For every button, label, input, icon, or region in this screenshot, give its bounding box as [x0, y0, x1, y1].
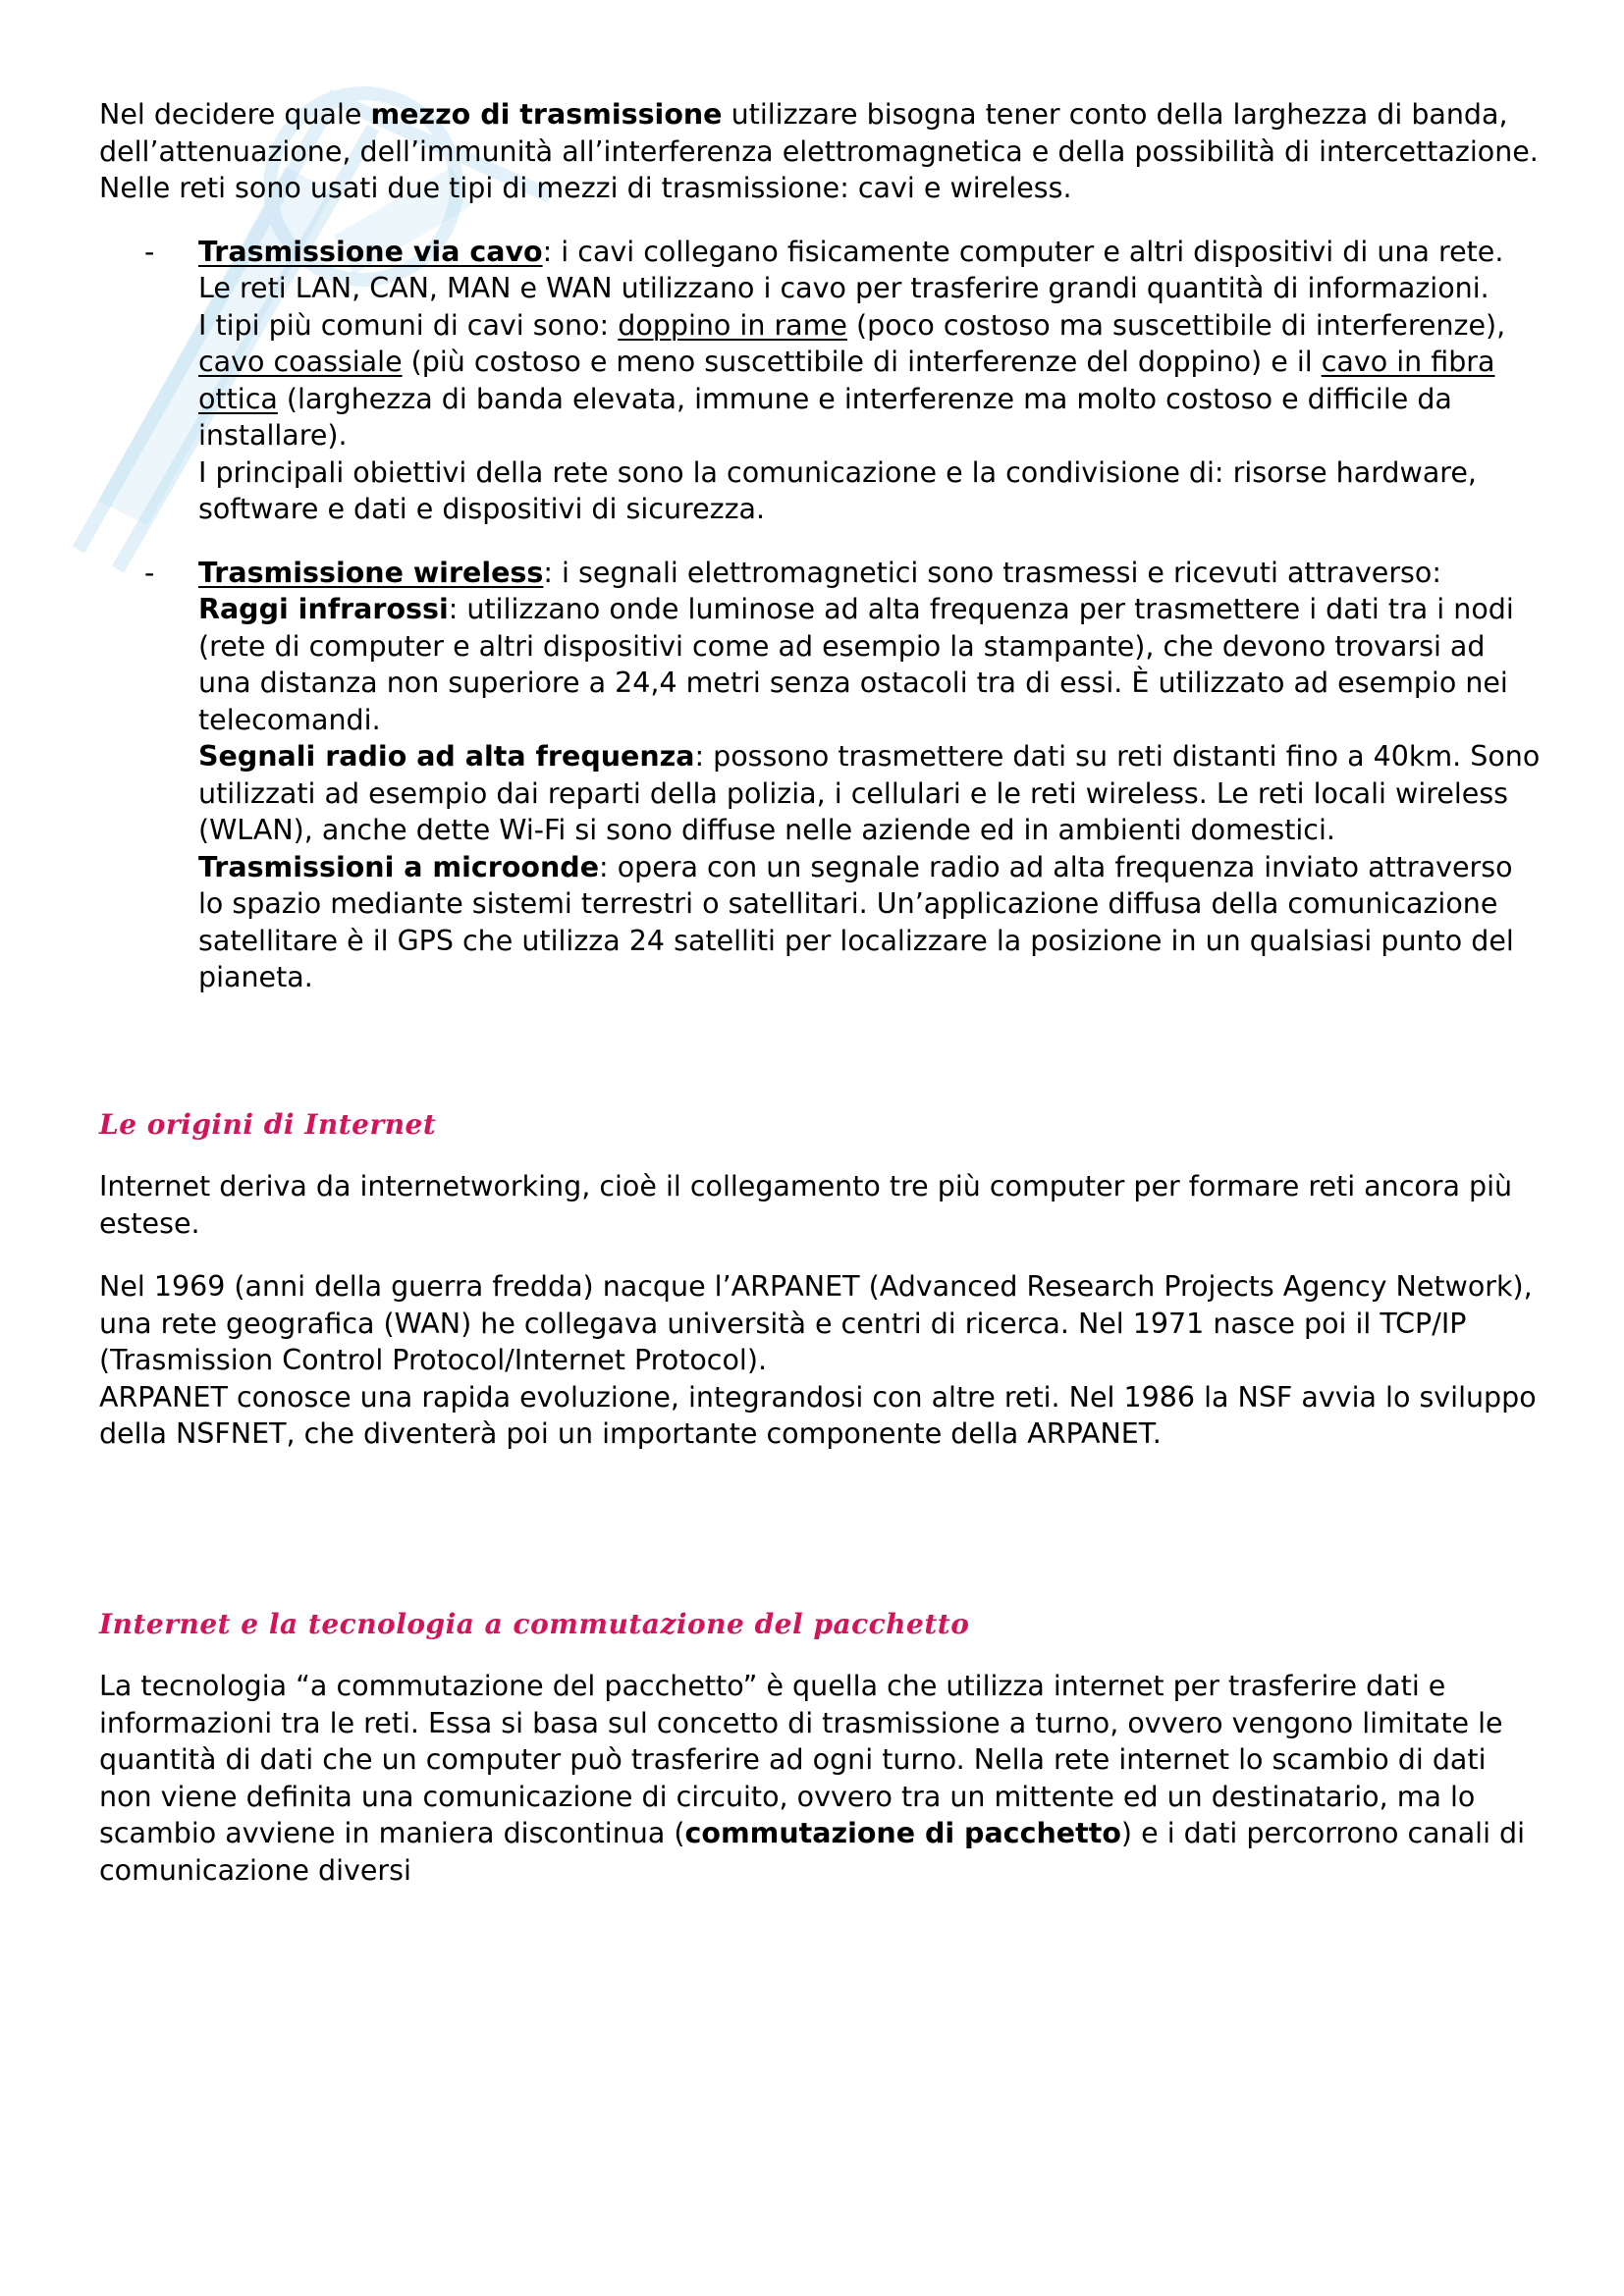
cable-type-coax: cavo coassiale: [198, 346, 403, 378]
cable-line-1: Trasmissione via cavo: i cavi collegano fisicamente computer e altri dispositivi di una rete. Le reti LAN, CAN, MAN e WAN utilizzano i cavo per trasferire grandi quantità di informazioni.: [198, 235, 1504, 304]
bullet-dash: -: [144, 235, 155, 268]
wireless-infrared: Raggi infrarossi: utilizzano onde luminose ad alta frequenza per trasmettere i dati tra i nodi (rete di computer e altri dispositivi come ad esempio la stampante), che devono trovarsi ad una distanza non superiore a 24,4 metri senza ostacoli tra di essi. È utilizzato ad esempio nei telecomandi.: [198, 593, 1514, 736]
cable-title: Trasmissione via cavo: [198, 235, 543, 268]
bullet-wireless: [99, 555, 1543, 996]
infrared-title: Raggi infrarossi: [198, 593, 449, 625]
radio-title: Segnali radio ad alta frequenza: [198, 740, 695, 773]
bullet-cable: [99, 234, 1543, 528]
microwave-title: Trasmissioni a microonde: [198, 850, 600, 883]
section-heading-packet: Internet e la tecnologia a commutazione del pacchetto: [99, 1607, 970, 1640]
intro-bold: mezzo di trasmissione: [370, 98, 723, 131]
bullet-dash: -: [144, 556, 155, 589]
wireless-microwave: Trasmissioni a microonde: opera con un segnale radio ad alta frequenza inviato attraverso lo spazio mediante sistemi terrestri o satellitari. Un’applicazione diffusa della comunicazione satellitare è il GPS che utilizza 24 satelliti per localizzare la posizione in un qualsiasi punto del pianeta.: [198, 850, 1514, 993]
wireless-intro: Trasmissione wireless: i segnali elettromagnetici sono trasmessi e ricevuti attraverso:: [198, 556, 1441, 589]
cable-type-copper: doppino in rame: [618, 308, 847, 342]
intro-paragraph: Nel decidere quale mezzo di trasmissione utilizzare bisogna tener conto della larghezza di banda, dell’attenuazione, dell’immunità all’interferenza elettromagnetica e della possibilità di intercettazione. Nelle reti sono usati due tipi di mezzi di trasmissione: cavi e wireless.: [99, 98, 1539, 204]
cable-line-2: I tipi più comuni di cavi sono: doppino in rame (poco costoso ma suscettibile di interferenze), cavo coassiale (più costoso e meno suscettibile di interferenze del doppino) e il cavo in fibra ottica (larghezza di banda elevata, immune e interferenze ma molto costoso e difficile da installare).: [198, 308, 1506, 452]
packet-paragraph: La tecnologia “a commutazione del pacchetto” è quella che utilizza internet per trasferire dati e informazioni tra le reti. Essa si basa sul concetto di trasmissione a turno, ovvero vengono limitate le quantità di dati che un computer può trasferire ad ogni turno. Nella rete internet lo scambio di dati non viene definita una comunicazione di circuito, ovvero tra un mittente ed un destinatario, ma lo scambio avviene in maniera discontinua (commutazione di pacchetto) e i dati percorrono canali di comunicazione diversi: [99, 1670, 1526, 1887]
packet-bold: commutazione di pacchetto: [684, 1817, 1121, 1849]
origins-paragraph-2: Nel 1969 (anni della guerra fredda) nacque l’ARPANET (Advanced Research Projects Agency Network), una rete geografica (WAN) he collegava università e centri di ricerca. Nel 1971 nasce poi il TCP/IP (Trasmission Control Protocol/Internet Protocol).: [99, 1270, 1533, 1376]
wireless-title: Trasmissione wireless: [198, 556, 544, 589]
section-heading-origins: Le origini di Internet: [99, 1107, 437, 1141]
origins-paragraph-1: Internet deriva da internetworking, cioè il collegamento tre più computer per formare reti ancora più estese.: [99, 1170, 1513, 1240]
cable-line-3: I principali obiettivi della rete sono la comunicazione e la condivisione di: risorse hardware, software e dati e dispositivi di sicurezza.: [198, 455, 1477, 525]
cable-type-fiber: cavo in fibra ottica: [198, 346, 1495, 415]
wireless-radio: Segnali radio ad alta frequenza: possono trasmettere dati su reti distanti fino a 40km. Sono utilizzati ad esempio dai reparti della polizia, i cellulari e le reti wireless. Le reti locali wireless (WLAN), anche dette Wi-Fi si sono diffuse nelle aziende ed in ambienti domestici.: [198, 740, 1541, 846]
document-body: [99, 96, 1543, 1889]
origins-paragraph-3: ARPANET conosce una rapida evoluzione, integrandosi con altre reti. Nel 1986 la NSF avvia lo sviluppo della NSFNET, che diventerà poi un importante componente della ARPANET.: [99, 1380, 1537, 1450]
